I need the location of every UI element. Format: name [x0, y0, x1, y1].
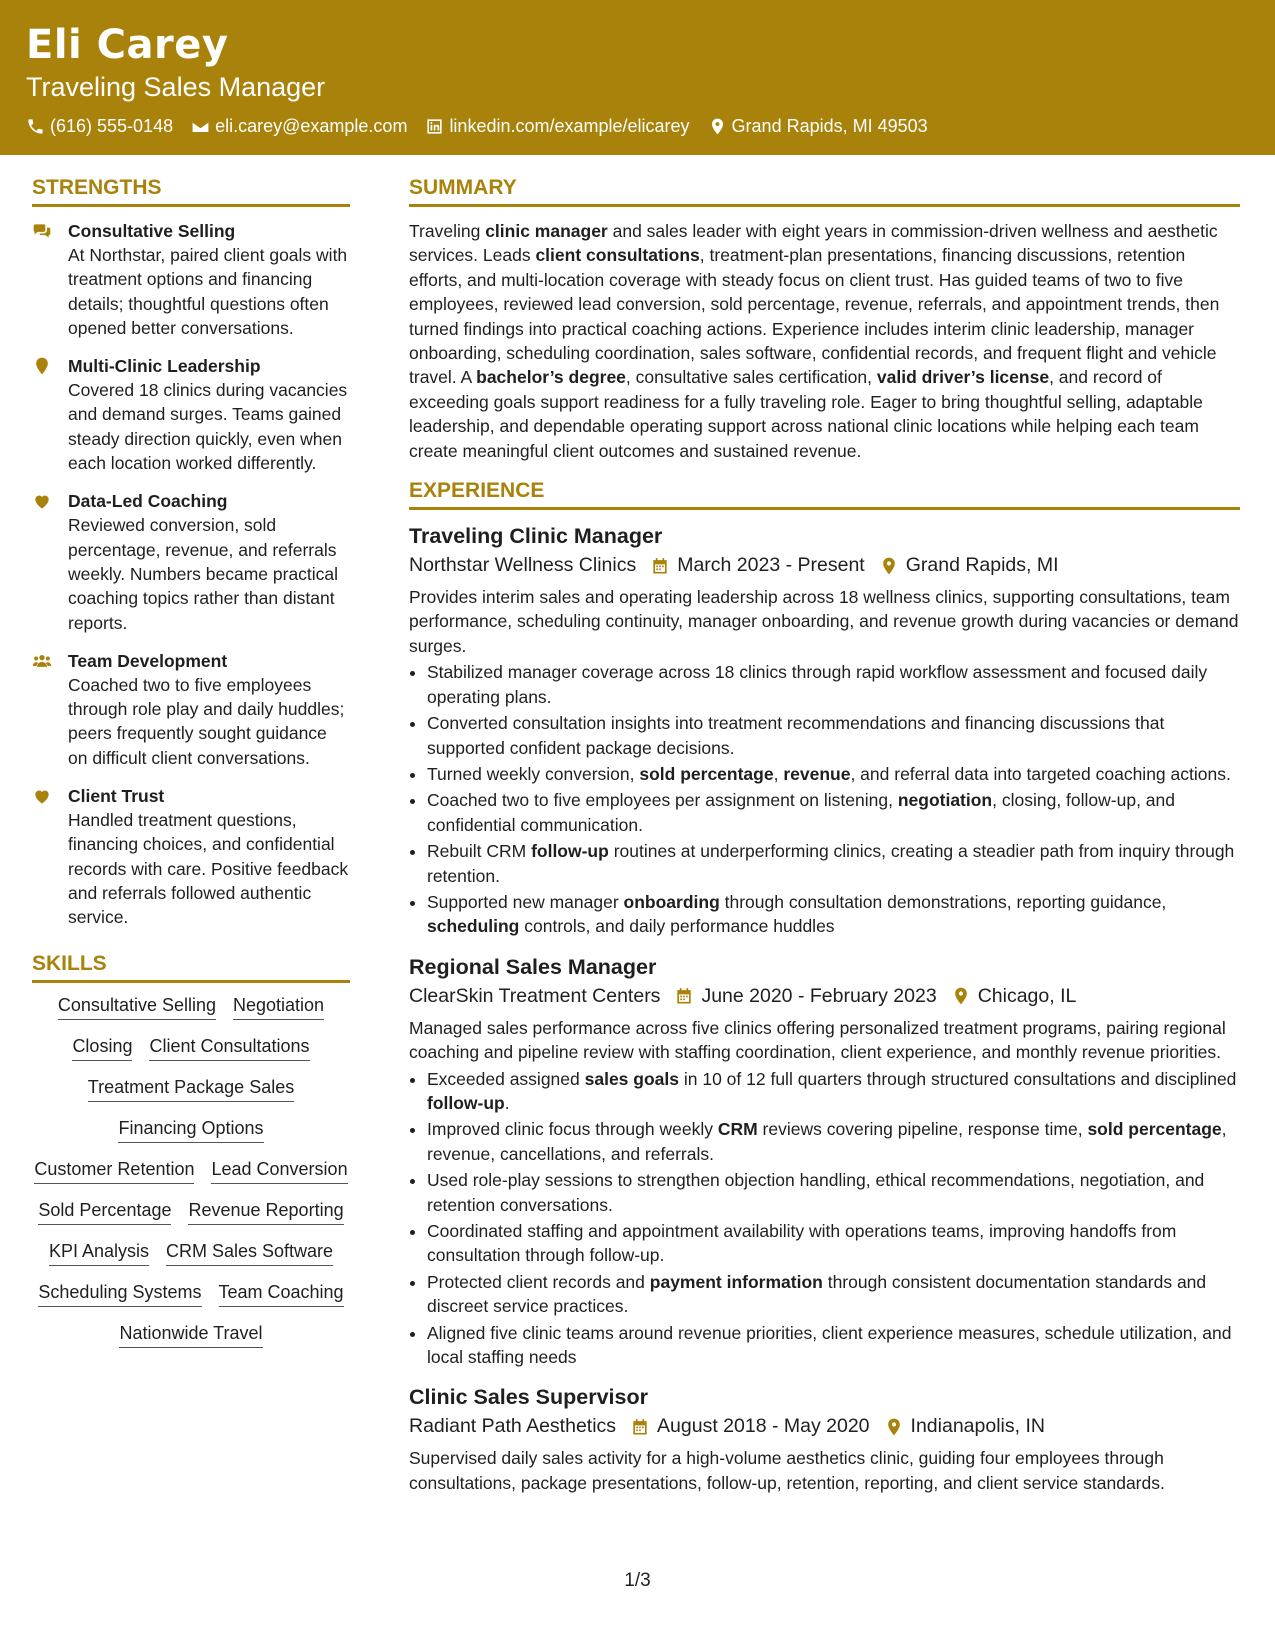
contact-linkedin-text: linkedin.com/example/elicarey — [449, 116, 690, 136]
right-column — [409, 176, 1240, 1495]
skill-tag: Closing — [72, 1036, 132, 1061]
calendar-icon — [650, 556, 670, 576]
job-dates — [674, 985, 936, 1008]
map-pin-icon — [884, 1417, 904, 1437]
contact-phone-text: (616) 555-0148 — [50, 116, 174, 136]
job-description: Supervised daily sales activity for a high-volume aesthetics clinic, guiding four employees through consultations, package presentations, follow-up, retention, reporting, and client service standards. — [409, 1448, 1165, 1493]
job-bullet: • Rebuilt CRM follow-up routines at underperforming clinics, creating a steadier path from inquiry through retention. — [427, 839, 1240, 888]
skills-list — [32, 995, 350, 1364]
strength-item — [32, 489, 350, 634]
experience-list — [409, 522, 1240, 1495]
map-pin-icon — [951, 986, 971, 1006]
heart-icon — [32, 786, 52, 806]
strength-desc: Covered 18 clinics during vacancies and demand surges. Teams gained steady direction quickly, even when each location worked differently. — [68, 380, 348, 474]
strengths-heading: STRENGTHS — [32, 176, 350, 207]
contact-email-text: eli.carey@example.com — [215, 116, 408, 136]
job-title: Clinic Sales Supervisor — [409, 1385, 648, 1410]
skill-tag: Financing Options — [118, 1118, 263, 1143]
strength-item — [32, 784, 350, 929]
job-bullet: • Stabilized manager coverage across 18 clinics through rapid workflow assessment and focused daily operating plans. — [427, 660, 1240, 709]
strength-desc: Coached two to five employees through role play and daily huddles; peers frequently sought guidance on difficult client conversations. — [68, 674, 345, 768]
job-bullet: • Coordinated staffing and appointment availability with operations teams, improving handoffs from consultation through follow-up. — [427, 1219, 1240, 1268]
contact-email[interactable] — [191, 116, 407, 137]
job-bullet: • Exceeded assigned sales goals in 10 of 12 full quarters through structured consultations and disciplined follow-up. — [427, 1067, 1240, 1116]
job-bullet: • Aligned five clinic teams around revenue priorities, client experience measures, schedule utilization, and local staffing needs — [427, 1321, 1240, 1370]
job-location — [884, 1415, 1045, 1438]
skill-tag: Lead Conversion — [211, 1159, 347, 1184]
skill-tag: Treatment Package Sales — [88, 1077, 294, 1102]
job-title: Regional Sales Manager — [409, 954, 657, 979]
job-dates-text: March 2023 - Present — [677, 554, 865, 577]
users-icon — [32, 651, 52, 671]
skill-tag: Nationwide Travel — [119, 1323, 262, 1348]
page-number: 1/3 — [624, 1570, 651, 1591]
strength-title: Client Trust — [68, 786, 165, 807]
job-entry — [409, 1383, 1240, 1495]
job-meta — [409, 985, 1240, 1008]
linkedin-icon — [425, 117, 444, 136]
resume-header — [0, 0, 1275, 155]
map-pin-icon — [879, 556, 899, 576]
job-bullet: • Coached two to five employees per assignment on listening, negotiation, closing, follow-up, and confidential communication. — [427, 788, 1240, 837]
job-location-text: Chicago, IL — [977, 984, 1077, 1007]
skill-tag: Sold Percentage — [38, 1200, 171, 1225]
contact-linkedin[interactable] — [425, 116, 689, 137]
phone-icon — [26, 117, 45, 136]
envelope-icon — [191, 117, 210, 136]
job-bullet: • Used role-play sessions to strengthen objection handling, ethical recommendations, negotiation, and retention conversations. — [427, 1168, 1240, 1217]
strength-desc: At Northstar, paired client goals with treatment options and financing details; thoughtful questions often opened better conversations. — [68, 245, 348, 338]
job-dates-text: June 2020 - February 2023 — [701, 984, 937, 1007]
job-location — [951, 985, 1077, 1008]
job-bullet: • Improved clinic focus through weekly CRM reviews covering pipeline, response time, sold percentage, revenue, cancellations, and referrals. — [427, 1117, 1240, 1166]
job-bullet: • Supported new manager onboarding through consultation demonstrations, reporting guidance, scheduling controls, and daily performance huddles — [427, 890, 1240, 939]
map-pin-icon — [32, 356, 52, 376]
strength-item — [32, 219, 350, 340]
job-bullet: • Turned weekly conversion, sold percentage, revenue, and referral data into targeted coaching actions. — [427, 762, 1240, 786]
skill-tag: Scheduling Systems — [38, 1282, 201, 1307]
job-meta — [409, 1415, 1240, 1438]
job-dates — [650, 554, 865, 577]
heart-icon — [32, 491, 52, 511]
calendar-icon — [630, 1417, 650, 1437]
candidate-name: Eli Carey — [26, 22, 229, 68]
skill-tag: CRM Sales Software — [166, 1241, 333, 1266]
job-description: Provides interim sales and operating leadership across 18 wellness clinics, supporting consultations, team performance, scheduling continuity, manager onboarding, and revenue growth during vacancies or demand surges. — [409, 587, 1239, 656]
job-entry — [409, 522, 1240, 939]
job-description: Managed sales performance across five clinics offering personalized treatment programs, pairing regional coaching and pipeline review with staffing coordination, client experience, and monthly revenue priorities. — [409, 1017, 1226, 1063]
strength-title: Consultative Selling — [68, 221, 236, 241]
strength-title: Multi-Clinic Leadership — [68, 356, 261, 377]
skills-heading: SKILLS — [32, 952, 350, 983]
skill-tag: Customer Retention — [34, 1159, 194, 1184]
job-bullets — [409, 1067, 1240, 1370]
strength-item — [32, 649, 350, 770]
calendar-icon — [674, 986, 694, 1006]
comments-icon — [32, 221, 52, 241]
strength-title: Team Development — [68, 650, 228, 671]
strength-desc: Reviewed conversion, sold percentage, revenue, and referrals weekly. Numbers became practical coaching topics rather than distant reports. — [68, 515, 339, 633]
job-location — [879, 554, 1059, 577]
job-bullet: • Converted consultation insights into treatment recommendations and financing discussions that supported confident package decisions. — [427, 711, 1240, 760]
contact-phone[interactable] — [26, 116, 173, 137]
contact-location-text: Grand Rapids, MI 49503 — [731, 116, 928, 136]
left-column — [32, 176, 350, 1364]
experience-heading: EXPERIENCE — [409, 479, 1240, 510]
strength-item — [32, 354, 350, 475]
job-title: Traveling Clinic Manager — [409, 524, 663, 549]
job-dates-text: August 2018 - May 2020 — [657, 1415, 870, 1438]
skill-tag: Revenue Reporting — [188, 1200, 343, 1225]
strength-desc: Handled treatment questions, financing choices, and confidential records with care. Positive feedback and referrals followed authentic service. — [68, 810, 349, 928]
skill-tag: KPI Analysis — [49, 1241, 149, 1266]
job-bullets — [409, 660, 1240, 938]
job-location-text: Indianapolis, IN — [910, 1415, 1045, 1438]
contact-location — [708, 116, 928, 137]
job-company: Radiant Path Aesthetics — [409, 1415, 617, 1438]
strength-title: Data-Led Coaching — [68, 491, 228, 512]
map-pin-icon — [708, 117, 727, 136]
job-bullet: • Protected client records and payment information through consistent documentation standards and discreet service practices. — [427, 1270, 1240, 1319]
skill-tag: Client Consultations — [149, 1036, 309, 1061]
summary-text: Traveling clinic manager and sales leader with eight years in commission-driven wellness and aesthetic services. Leads client consultations, treatment-plan presentations, financing discussions, retention efforts, and multi-location coverage with steady focus on client trust. Has guided teams of two to five employees, reviewed lead conversion, sold percentage, revenue, referrals, and appointment trends, then turned findings into practical coaching actions. Experience includes interim clinic leadership, manager onboarding, scheduling coordination, sales software, confidential records, and frequent flight and vehicle travel. A bachelor’s degree, consultative sales certification, valid driver’s license, and record of exceeding goals support readiness for a fully traveling role. Eager to bring thoughtful selling, adaptable leadership, and dependable operating support across national clinic locations while helping each team create meaningful client outcomes and sustained revenue. — [409, 221, 1220, 461]
job-company: ClearSkin Treatment Centers — [409, 984, 661, 1007]
candidate-title: Traveling Sales Manager — [26, 72, 326, 102]
job-dates — [630, 1415, 869, 1438]
skill-tag: Negotiation — [233, 995, 324, 1020]
job-location-text: Grand Rapids, MI — [905, 554, 1059, 577]
skill-tag: Consultative Selling — [58, 995, 216, 1020]
summary-heading: SUMMARY — [409, 176, 1240, 207]
skill-tag: Team Coaching — [219, 1282, 344, 1307]
job-meta — [409, 554, 1240, 577]
job-entry — [409, 953, 1240, 1370]
contact-bar — [26, 116, 928, 137]
job-company: Northstar Wellness Clinics — [409, 554, 637, 577]
